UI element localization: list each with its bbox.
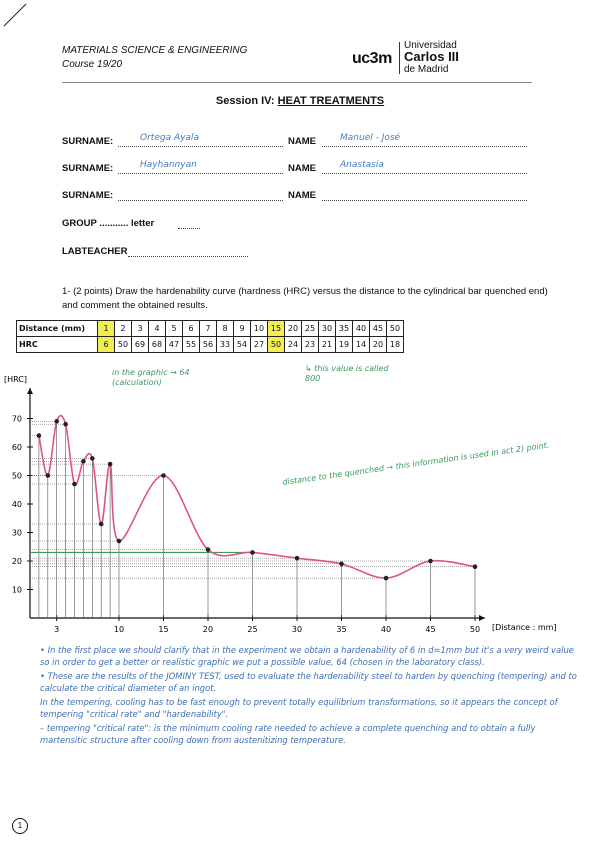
hrc-cell: 14 [353,337,370,353]
hrc-cell: 50 [115,337,132,353]
surname-label-2: SURNAME: [62,163,114,174]
hrc-cell: 50 [268,337,285,353]
hrc-header: HRC [17,337,98,353]
hrc-row [17,337,404,353]
data-point [46,473,51,478]
data-point [90,456,95,461]
distance-cell: 30 [319,321,336,337]
distance-cell: 25 [302,321,319,337]
comment-3: In the tempering, cooling has to be fast enough to prevent totally equilibrium transformations, so it appears the concept of tempering "critical rate" and "hardenability". [40,697,558,719]
x-tick-label: 30 [291,625,303,634]
course-name: MATERIALS SCIENCE & ENGINEERING [62,45,248,56]
session-heading: HEAT TREATMENTS [277,95,385,107]
y-tick-label: 60 [11,443,22,452]
comments-block [40,645,585,749]
hrc-cell: 56 [200,337,217,353]
data-point [37,433,42,438]
university-logo [352,38,472,78]
name-label-2: NAME [288,163,316,174]
distance-cell: 5 [166,321,183,337]
y-axis-arrow [27,388,33,394]
hrc-cell: 27 [251,337,268,353]
page-number: 1 [12,818,28,834]
logo-mark: uc3m [352,50,392,67]
logo-line-2: Carlos III [404,49,459,64]
surname-label-3: SURNAME: [62,190,114,201]
distance-cell: 4 [149,321,166,337]
distance-cell: 45 [370,321,387,337]
x-tick-label: 3 [54,625,60,634]
name-value-2: Anastasia [340,160,384,170]
surname-field-3[interactable] [118,190,283,201]
distance-cell: 7 [200,321,217,337]
hrc-cell: 68 [149,337,166,353]
distance-cell: 20 [285,321,302,337]
distance-cell: 15 [268,321,285,337]
hrc-cell: 47 [166,337,183,353]
comment-1: • In the first place we should clarify that in the experiment we obtain a hardenability of 6 in d=1mm but it's a very weird value so in order to get a better or realistic graphic we put a possible value, 64 (chosen in the laboratory class). [40,645,574,667]
y-tick-label: 20 [11,557,22,566]
distance-cell: 35 [336,321,353,337]
group-field[interactable] [178,218,200,229]
hrc-cell: 20 [370,337,387,353]
logo-line-3: de Madrid [404,64,449,75]
hrc-cell: 54 [234,337,251,353]
data-point [295,556,300,561]
hrc-cell: 55 [183,337,200,353]
hardenability-curve [39,416,475,579]
y-tick-label: 70 [11,414,22,424]
data-point [339,562,344,567]
x-axis-label: [Distance : mm] [492,623,557,632]
distance-cell: 10 [251,321,268,337]
hrc-cell: 69 [132,337,149,353]
labteacher-field[interactable] [128,246,248,257]
x-tick-label: 35 [336,625,347,634]
distance-row [17,321,404,337]
hardness-table [16,320,404,353]
distance-cell: 40 [353,321,370,337]
data-point [117,539,122,544]
data-point [63,422,68,427]
course-header [62,44,247,72]
x-tick-label: 50 [469,625,481,634]
data-point [384,576,389,581]
header-rule [62,82,532,83]
group-label: GROUP ........... letter [62,218,155,229]
data-point [99,522,104,527]
logo-divider [399,42,400,74]
comment-4: – tempering "critical rate": is the minimum cooling rate needed to achieve a complete quenching and to obtain a fully martensitic structure after cooling down from austenitizing temperature. [40,723,536,745]
session-prefix: Session IV: [215,95,278,107]
data-point [72,482,77,487]
distance-cell: 1 [98,321,115,337]
name-field-3[interactable] [322,190,527,201]
y-tick-label: 10 [11,585,22,595]
data-point [54,419,59,424]
x-tick-label: 40 [380,625,392,634]
surname-label-1: SURNAME: [62,136,114,147]
comment-2: • These are the results of the JOMINY TEST, used to evaluate the hardenability steel to harden by quenching (tempering) and to calculate the critical diameter of an ingot. [40,671,577,693]
distance-cell: 50 [387,321,404,337]
hrc-cell: 33 [217,337,234,353]
y-tick-label: 30 [11,528,22,538]
session-title [0,95,600,107]
data-point [81,459,86,464]
hardenability-chart [0,370,600,640]
corner-pen-mark [0,0,40,30]
distance-cell: 6 [183,321,200,337]
data-point [250,550,255,555]
hrc-cell: 24 [285,337,302,353]
x-tick-label: 45 [425,625,436,634]
labteacher-label: LABTEACHER [62,246,128,257]
course-year: Course 19/20 [62,59,123,70]
x-tick-label: 20 [202,625,214,634]
distance-header: Distance (mm) [17,321,98,337]
data-point [428,559,433,564]
data-point [206,547,211,552]
surname-value-1: Ortega Ayala [140,133,199,143]
hrc-cell: 6 [98,337,115,353]
x-tick-label: 15 [158,625,169,634]
distance-cell: 8 [217,321,234,337]
note-critical-distance: distance to the quenched → this information is used in act 2) point. [282,440,550,487]
distance-cell: 9 [234,321,251,337]
note-value-called: ↳ this value is called 800 [305,364,389,383]
hrc-cell: 23 [302,337,319,353]
y-tick-label: 50 [11,471,22,481]
hrc-cell: 18 [387,337,404,353]
question-1: 1- (2 points) Draw the hardenability curve (hardness (HRC) versus the distance to the cylindrical bar quenched end) and comment the obtained results. [62,286,548,311]
name-label-1: NAME [288,136,316,147]
x-tick-label: 25 [247,625,258,634]
name-label-3: NAME [288,190,316,201]
logo-text [404,40,459,75]
distance-cell: 3 [132,321,149,337]
data-point [161,473,166,478]
data-point [473,564,478,569]
note-graphic-value: in the graphic → 64 (calculation) [112,368,190,387]
logo-line-1: Universidad [404,40,457,51]
x-axis-arrow [479,615,485,621]
name-value-1: Manuel - José [340,133,401,143]
x-tick-label: 10 [113,625,125,634]
hrc-cell: 19 [336,337,353,353]
data-point [108,462,113,467]
surname-value-2: Hayhannyan [140,160,197,170]
y-tick-label: 40 [11,500,22,509]
hrc-cell: 21 [319,337,336,353]
distance-cell: 2 [115,321,132,337]
y-axis-label: [HRC] [4,375,28,384]
